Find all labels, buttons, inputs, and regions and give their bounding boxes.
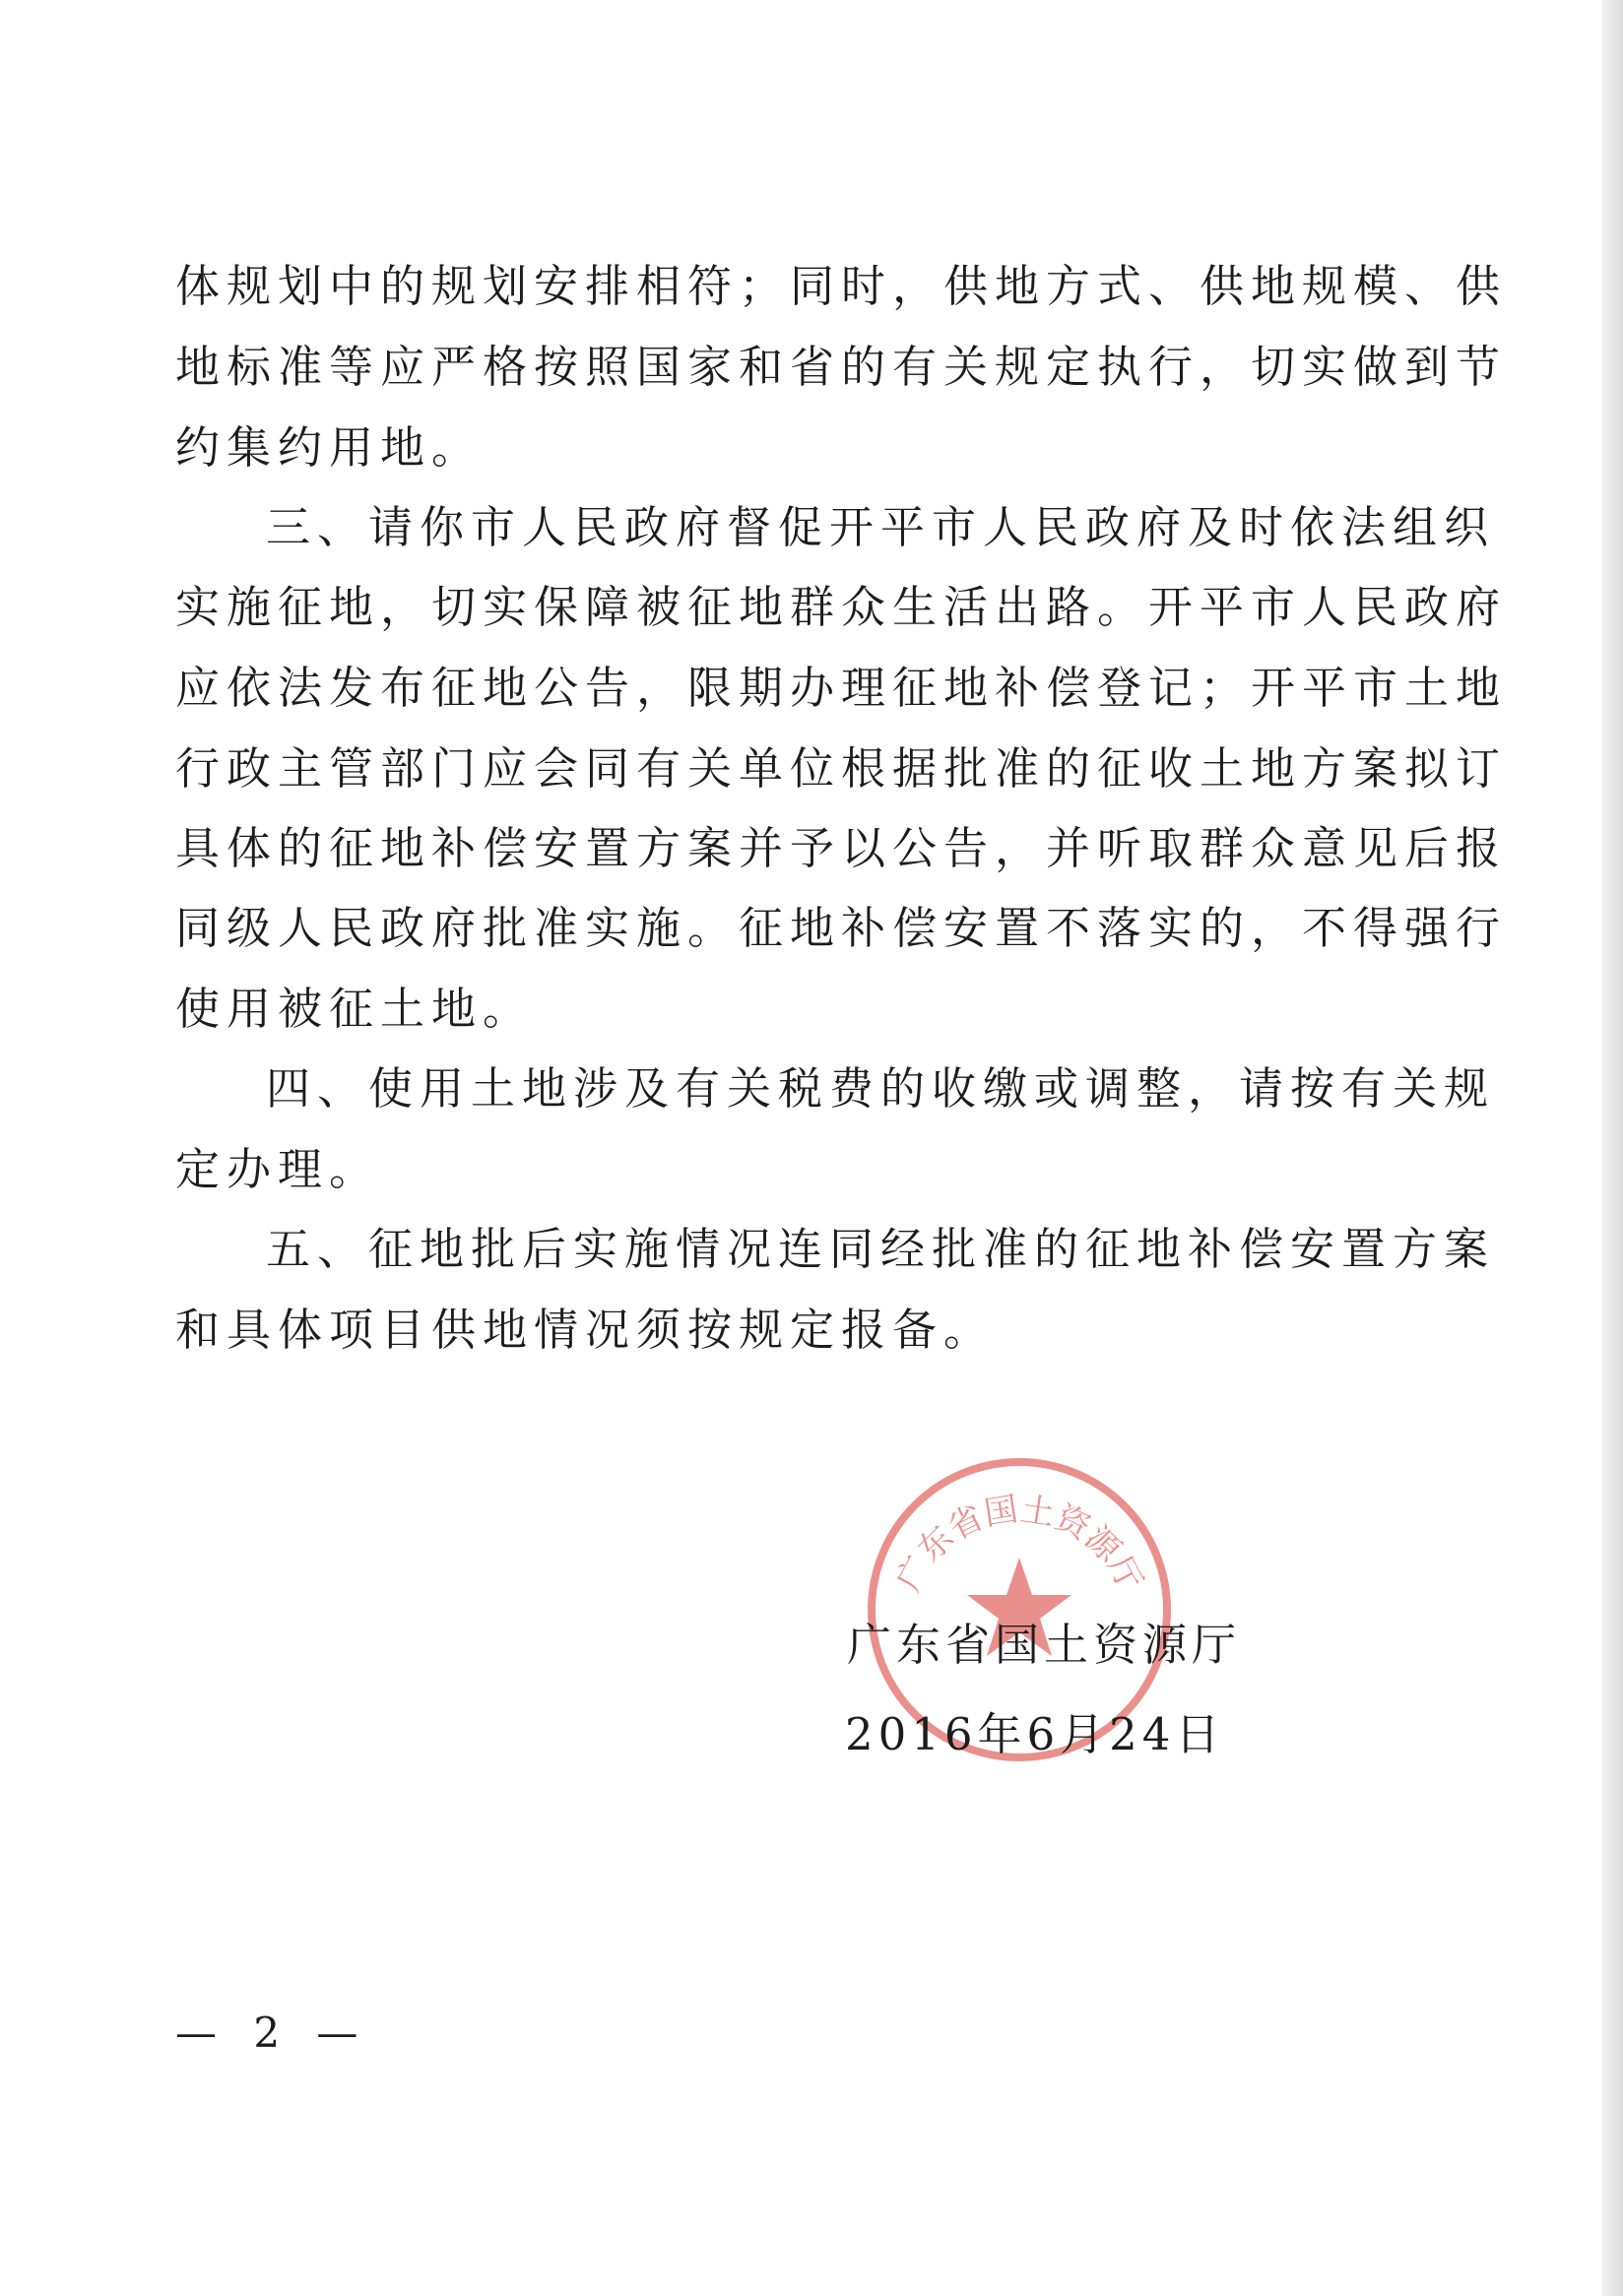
seal-text: 广东省国土资源厅 bbox=[888, 1490, 1150, 1598]
body-line-2: 地标准等应严格按照国家和省的有关规定执行，切实做到节 bbox=[175, 341, 1508, 393]
body-line-8: 具体的征地补偿安置方案并予以公告，并听取群众意见后报 bbox=[175, 822, 1508, 874]
body-line-1: 体规划中的规划安排相符；同时，供地方式、供地规模、供 bbox=[175, 260, 1508, 312]
body-line-12: 定办理。 bbox=[175, 1143, 381, 1195]
body-line-11: 四、使用土地涉及有关税费的收缴或调整，请按有关规 bbox=[266, 1062, 1496, 1115]
body-line-4: 三、请你市人民政府督促开平市人民政府及时依法组织 bbox=[266, 501, 1496, 553]
page-edge bbox=[1601, 0, 1623, 2296]
body-line-9: 同级人民政府批准实施。征地补偿安置不落实的，不得强行 bbox=[175, 902, 1508, 954]
issue-date: 2016年6月24日 bbox=[845, 1708, 1225, 1760]
body-line-10: 使用被征土地。 bbox=[175, 983, 535, 1035]
body-line-13: 五、征地批后实施情况连同经批准的征地补偿安置方案 bbox=[266, 1223, 1496, 1275]
body-line-3: 约集约用地。 bbox=[175, 421, 484, 474]
issuing-organization: 广东省国土资源厅 bbox=[847, 1619, 1242, 1671]
body-line-14: 和具体项目供地情况须按规定报备。 bbox=[175, 1304, 996, 1356]
page-number: — 2 — bbox=[175, 2009, 370, 2057]
body-line-5: 实施征地，切实保障被征地群众生活出路。开平市人民政府 bbox=[175, 581, 1508, 633]
body-line-7: 行政主管部门应会同有关单位根据批准的征收土地方案拟订 bbox=[175, 742, 1508, 795]
body-line-6: 应依法发布征地公告，限期办理征地补偿登记；开平市土地 bbox=[175, 662, 1508, 714]
